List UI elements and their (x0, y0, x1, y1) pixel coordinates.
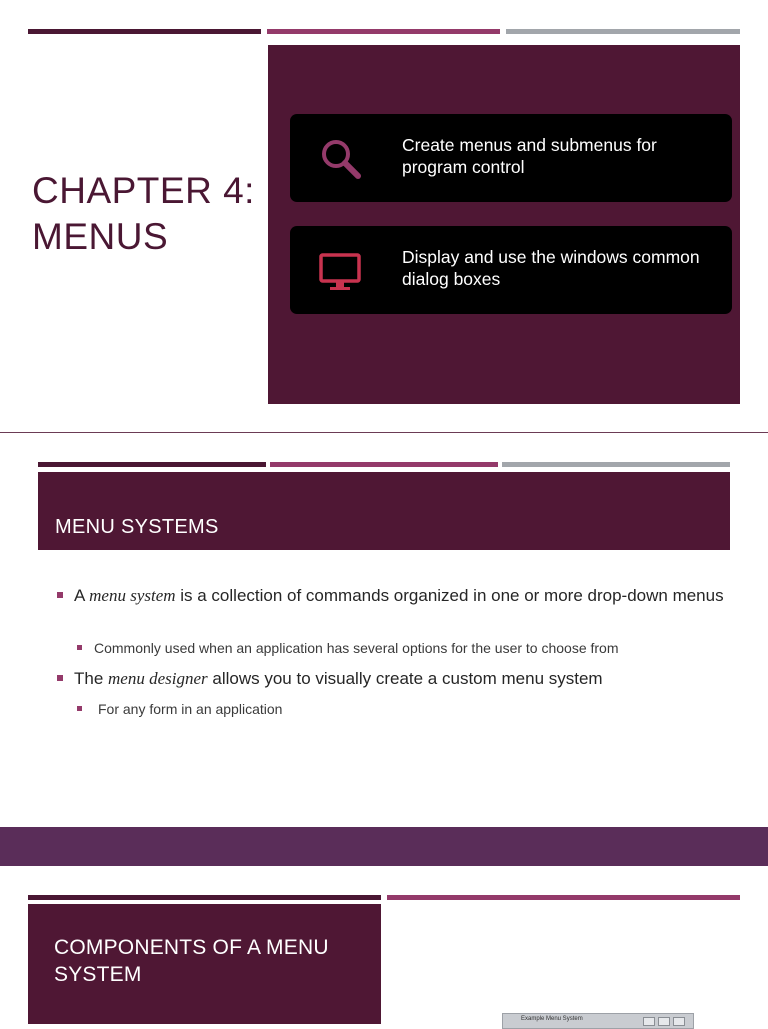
accent-bar-grey (506, 29, 740, 34)
accent-bar-magenta (270, 462, 498, 467)
bullet-text (74, 584, 724, 607)
minimize-icon (643, 1017, 655, 1026)
accent-bar-dark (28, 895, 381, 900)
accent-bar-magenta (387, 895, 740, 900)
chapter-title-line2: MENUS (32, 216, 169, 257)
slide-divider (0, 432, 768, 433)
accent-bar-dark (28, 29, 261, 34)
sub-bullet-marker (77, 706, 82, 711)
bullet-text-part: is a collection of commands organized in one or more drop-down menus (175, 586, 724, 605)
monitor-icon (318, 248, 364, 294)
accent-bar-magenta (267, 29, 500, 34)
slide-header (28, 904, 381, 1024)
objectives-panel (268, 45, 740, 404)
bullet-term: menu system (89, 586, 176, 605)
example-window-thumbnail (502, 1013, 694, 1029)
bullet-text-part: A (74, 586, 90, 605)
sub-bullet-text: For any form in an application (98, 701, 283, 717)
accent-bar-grey (502, 462, 730, 467)
bullet-term: menu designer (108, 669, 208, 688)
bullet-text-part: The (74, 669, 109, 688)
objective-text: Create menus and submenus for program control (402, 135, 657, 177)
objective-text: Display and use the windows common dialog boxes (402, 247, 700, 289)
slide-title: COMPONENTS OF A MENU SYSTEM (54, 936, 329, 986)
accent-bar-dark (38, 462, 266, 467)
sub-bullet-marker (77, 645, 82, 650)
window-title: Example Menu System (521, 1016, 583, 1022)
bullet-marker (57, 592, 63, 598)
maximize-icon (658, 1017, 670, 1026)
close-icon (673, 1017, 685, 1026)
bullet-text (74, 667, 724, 690)
slide-chapter-title (0, 0, 768, 432)
sub-bullet-text: Commonly used when an application has several options for the user to choose from (94, 640, 619, 656)
objective-card (290, 226, 732, 314)
objective-card (290, 114, 732, 202)
slide-divider-band (0, 827, 768, 866)
magnifier-icon (318, 136, 364, 182)
bullet-text-part: allows you to visually create a custom menu system (207, 669, 603, 688)
chapter-title (32, 168, 262, 260)
slide-title: MENU SYSTEMS (55, 516, 219, 538)
chapter-title-line1: CHAPTER 4: (32, 170, 255, 211)
bullet-marker (57, 675, 63, 681)
slide-header (38, 472, 730, 550)
